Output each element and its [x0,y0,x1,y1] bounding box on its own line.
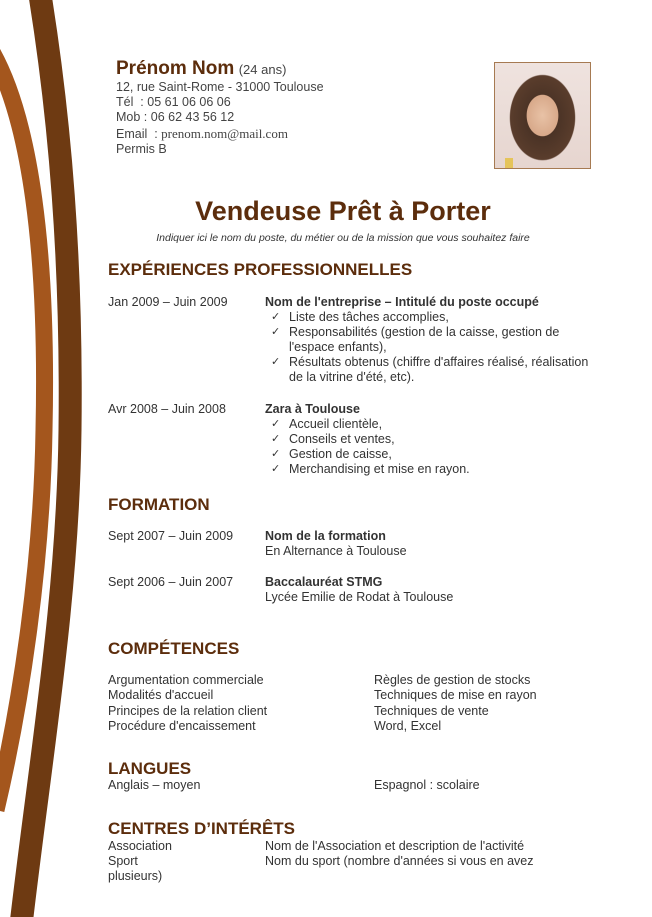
check-icon: ✓ [271,433,281,445]
experience-body [265,295,595,385]
contact-block [116,80,324,157]
address: 12, rue Saint-Rome - 31000 Toulouse [116,80,324,94]
interest-value: Nom de l'Association et description de l'activité [265,839,525,853]
bullet: ✓ Accueil clientèle, [271,417,383,431]
section-heading-education: FORMATION [108,495,210,514]
language-item: Espagnol : scolaire [374,778,480,792]
experience-date: Jan 2009 – Juin 2009 [108,295,228,309]
decorative-stripes [0,0,120,917]
check-icon: ✓ [271,463,281,475]
profile-photo [494,62,591,169]
section-heading-interests: CENTRES D’INTÉRÊTS [108,819,296,838]
education-detail: En Alternance à Toulouse [265,544,407,558]
bullet: ✓ Résultats obtenus (chiffre d'affaires réalisé, réalisation de la vitrine d'été, etc). [271,355,589,384]
languages-list [108,778,588,794]
interests-list [108,839,568,887]
skill-item: Word, Excel [374,719,442,734]
candidate-name-line [116,58,286,80]
language-item: Anglais – moyen [108,778,201,792]
driving-license: Permis B [116,141,167,156]
candidate-name: Prénom Nom [116,58,235,79]
bullet: ✓ Gestion de caisse, [271,447,392,461]
education-body [265,529,595,559]
check-icon: ✓ [271,326,281,338]
bullet: ✓ Responsabilités (gestion de la caisse, gestion de l'espace enfants), [271,325,560,354]
job-subtitle: Indiquer ici le nom du poste, du métier ou de la mission que vous souhaitez faire [156,232,530,244]
skill-item: Principes de la relation client [108,703,268,718]
education-detail: Lycée Emilie de Rodat à Toulouse [265,590,454,604]
section-heading-languages: LANGUES [108,759,192,778]
skill-item: Règles de gestion de stocks [374,673,531,687]
interest-overflow: plusieurs) [108,869,163,883]
phone-line [116,95,324,110]
stripe-light [0,52,45,810]
interest-value: Nom du sport (nombre d'années si vous en avez [265,854,534,868]
check-icon: ✓ [271,448,281,460]
job-title: Vendeuse Prêt à Porter [195,196,491,226]
skill-item: Modalités d'accueil [108,688,214,703]
education-date: Sept 2007 – Juin 2009 [108,529,234,543]
education-body [265,575,595,605]
education-date: Sept 2006 – Juin 2007 [108,575,234,589]
education-item [108,529,588,561]
email-line [116,126,324,142]
interest-label: Sport [108,854,138,868]
skills-column-right [374,673,537,735]
experience-date: Avr 2008 – Juin 2008 [108,402,226,416]
section-heading-experience: EXPÉRIENCES PROFESSIONNELLES [108,260,413,279]
experience-bullets [265,417,595,477]
experience-item [108,295,588,390]
experience-bullets [265,310,595,385]
bullet: ✓ Conseils et ventes, [271,432,395,446]
education-title: Baccalauréat STMG [265,575,383,589]
mobile: 06 62 43 56 12 [150,110,235,125]
phone-label: Tél : [116,95,148,110]
email: prenom.nom@mail.com [161,125,288,141]
skills-list [108,673,588,737]
bullet: ✓ Liste des tâches accomplies, [271,310,449,324]
check-icon: ✓ [271,311,281,323]
experience-item [108,402,588,482]
email-label: Email : [116,126,162,141]
mobile-label: Mob : [116,110,151,125]
skill-item: Techniques de vente [374,703,489,718]
skill-item: Techniques de mise en rayon [374,688,537,703]
experience-body [265,402,595,477]
photo-detail [505,158,513,168]
check-icon: ✓ [271,418,281,430]
skills-column-left [108,673,267,735]
experience-title: Nom de l'entreprise – Intitulé du poste occupé [265,295,539,309]
interest-label: Association [108,839,172,853]
education-title: Nom de la formation [265,529,386,543]
skill-item: Procédure d'encaissement [108,719,256,734]
phone: 05 61 06 06 06 [147,95,231,110]
check-icon: ✓ [271,356,281,368]
experience-title: Zara à Toulouse [265,402,360,416]
bullet: ✓ Merchandising et mise en rayon. [271,462,470,476]
section-heading-skills: COMPÉTENCES [108,639,240,658]
candidate-age: (24 ans) [238,62,287,77]
skill-item: Argumentation commerciale [108,673,264,687]
education-item [108,575,588,607]
mobile-line [116,110,324,125]
